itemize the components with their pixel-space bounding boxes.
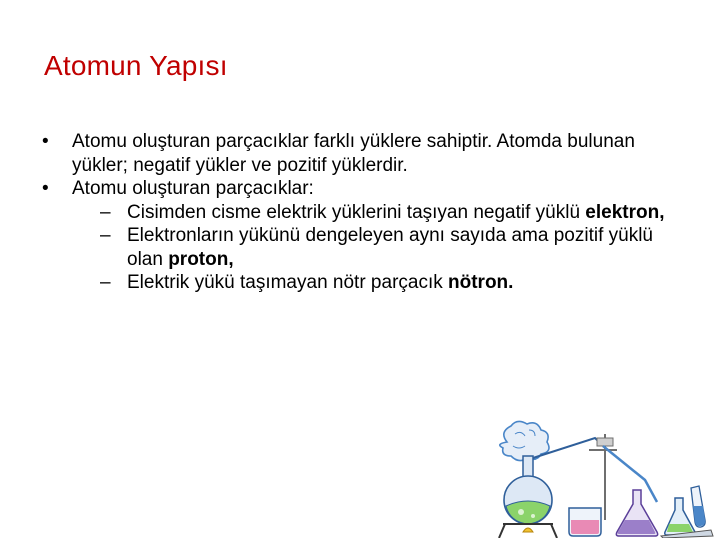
burner-stand-icon	[499, 524, 557, 538]
slide-title: Atomun Yapısı	[44, 50, 228, 81]
sub-bullet-marker: –	[100, 272, 111, 293]
round-flask-icon	[504, 456, 552, 524]
sub-bullet-item	[68, 224, 680, 271]
term-proton: proton,	[168, 248, 234, 270]
chemistry-lab-glassware-icon	[485, 420, 715, 538]
sub-bullet-text: Cisimden cisme elektrik yüklerini taşıyan negatif yüklü	[127, 201, 586, 223]
sub-bullet-text: Elektronların yükünü dengeleyen aynı sayıda ama pozitif yüklü olan	[127, 225, 653, 270]
bullet-item	[40, 177, 680, 201]
term-neutron: nötron.	[448, 272, 514, 293]
test-tube-icon	[691, 486, 705, 527]
term-electron: elektron,	[585, 201, 665, 223]
bullet-text: Atomu oluşturan parçacıklar farklı yüklere sahiptir. Atomda bulunan yükler; negatif yükler ve pozitif yüklerdir.	[72, 131, 635, 176]
bullet-marker: •	[42, 131, 49, 152]
sub-bullet-item	[68, 201, 680, 225]
beaker-icon	[569, 508, 601, 536]
bullet-item	[40, 130, 680, 177]
conical-flask-icon	[616, 490, 657, 536]
slide-body	[40, 130, 680, 295]
sub-bullet-text: Elektrik yükü taşımayan nötr parçacık	[127, 272, 449, 293]
bullet-marker: •	[42, 178, 49, 199]
sub-bullet-item	[68, 271, 680, 295]
sub-bullet-marker: –	[100, 225, 111, 246]
small-flask-icon	[665, 498, 696, 535]
bullet-text: Atomu oluşturan parçacıklar:	[72, 178, 314, 199]
sub-bullet-marker: –	[100, 201, 111, 223]
